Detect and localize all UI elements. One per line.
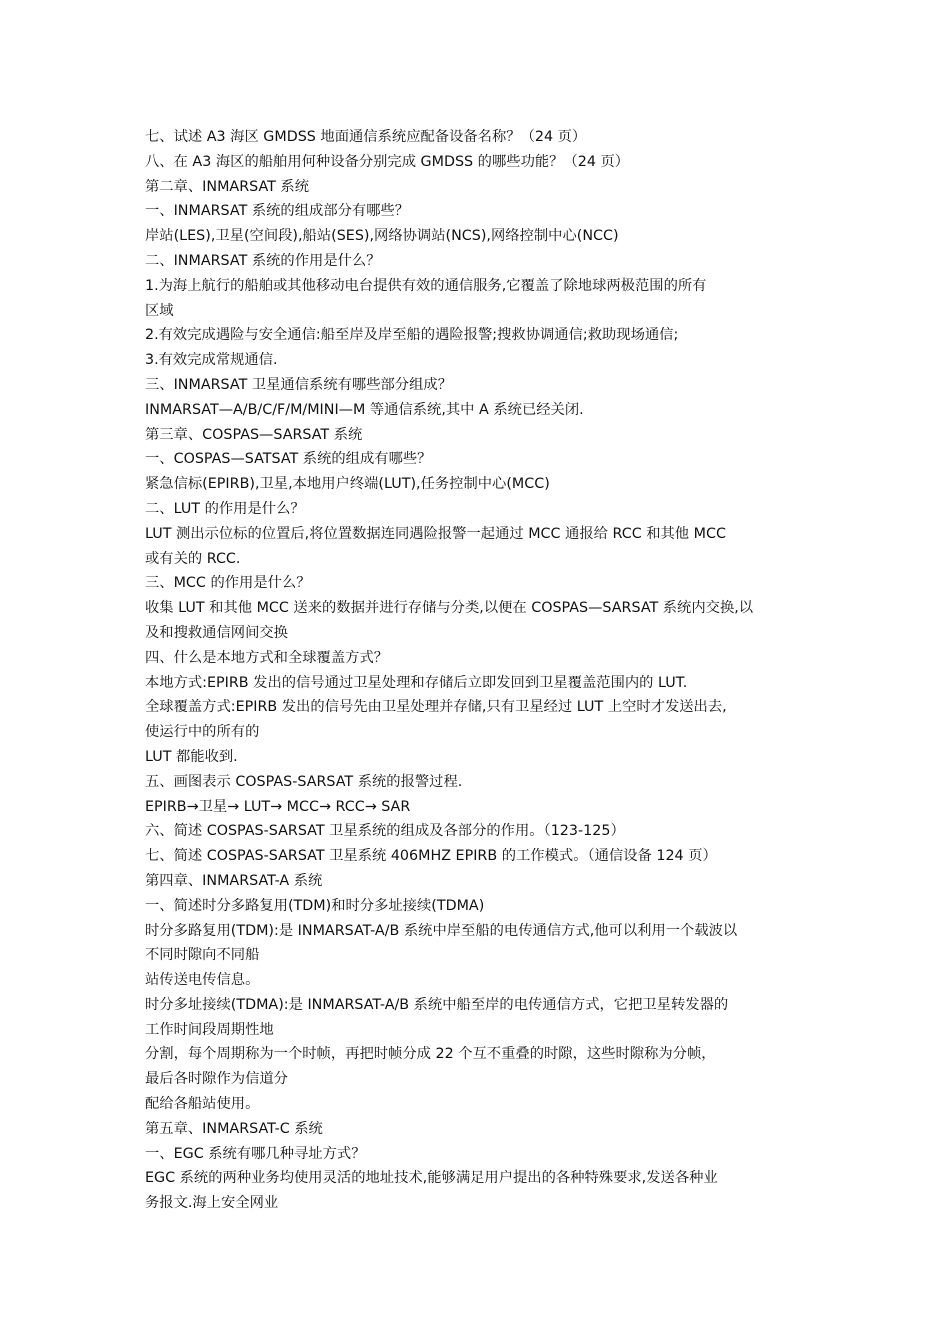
question-line: 四、什么是本地方式和全球覆盖方式？ bbox=[145, 649, 389, 666]
question-line: 一、COSPAS—SATSAT 系统的组成有哪些？ bbox=[145, 451, 432, 468]
chapter-heading: 第二章、INMARSAT 系统 bbox=[145, 178, 310, 195]
question-line: 一、INMARSAT 系统的组成部分有哪些？ bbox=[145, 203, 410, 220]
question-line: 六、简述 COSPAS-SARSAT 卫星系统的组成及各部分的作用。（123-125） bbox=[145, 823, 625, 840]
answer-line: 不同时隙向不同船 bbox=[145, 947, 260, 964]
answer-line: 使运行中的所有的 bbox=[145, 724, 260, 741]
question-line: 七、简述 COSPAS-SARSAT 卫星系统 406MHZ EPIRB 的工作模式。（通信设备 124 页） bbox=[145, 848, 717, 865]
answer-line: 或有关的 RCC. bbox=[145, 550, 241, 567]
question-line: 二、INMARSAT 系统的作用是什么？ bbox=[145, 252, 381, 269]
answer-line: LUT 都能收到. bbox=[145, 748, 238, 765]
question-line: 一、EGC 系统有哪几种寻址方式？ bbox=[145, 1145, 366, 1162]
answer-line: 分割，每个周期称为一个时帧，再把时帧分成 22 个互不重叠的时隙，这些时隙称为分帧， bbox=[145, 1046, 716, 1063]
answer-line: 站传送电传信息。 bbox=[145, 972, 260, 989]
answer-line: 3.有效完成常规通信. bbox=[145, 352, 278, 369]
answer-line: 工作时间段周期性地 bbox=[145, 1021, 274, 1038]
answer-line: 时分多址接续(TDMA):是 INMARSAT-A/B 系统中船至岸的电传通信方式，它把卫星转发器的 bbox=[145, 996, 729, 1013]
answer-line: 本地方式:EPIRB 发出的信号通过卫星处理和存储后立即发回到卫星覆盖范围内的 LUT. bbox=[145, 674, 688, 691]
answer-line: 配给各船站使用。 bbox=[145, 1096, 260, 1113]
answer-line: EPIRB→卫星→ LUT→ MCC→ RCC→ SAR bbox=[145, 798, 411, 815]
answer-line: LUT 测出示位标的位置后,将位置数据连同遇险报警一起通过 MCC 通报给 RCC 和其他 MCC bbox=[145, 525, 726, 542]
answer-line: 时分多路复用(TDM):是 INMARSAT-A/B 系统中岸至船的电传通信方式,他可以利用一个载波以 bbox=[145, 922, 738, 939]
answer-line: 紧急信标(EPIRB),卫星,本地用户终端(LUT),任务控制中心(MCC) bbox=[145, 476, 550, 493]
document-body bbox=[145, 125, 810, 1216]
answer-line: INMARSAT—A/B/C/F/M/MINI—M 等通信系统,其中 A 系统已经关闭. bbox=[145, 401, 584, 418]
answer-line: 岸站(LES),卫星(空间段),船站(SES),网络协调站(NCS),网络控制中心(NCC) bbox=[145, 228, 619, 245]
chapter-heading: 第三章、COSPAS—SARSAT 系统 bbox=[145, 426, 363, 443]
answer-line: 区域 bbox=[145, 302, 174, 319]
answer-line: 2.有效完成遇险与安全通信:船至岸及岸至船的遇险报警;搜救协调通信;救助现场通信; bbox=[145, 327, 679, 344]
chapter-heading: 第五章、INMARSAT-C 系统 bbox=[145, 1120, 323, 1137]
text-line: 八、在 A3 海区的船舶用何种设备分别完成 GMDSS 的哪些功能？（24 页） bbox=[145, 153, 630, 170]
question-line: 一、简述时分多路复用(TDM)和时分多址接续(TDMA) bbox=[145, 897, 485, 914]
answer-line: 收集 LUT 和其他 MCC 送来的数据并进行存储与分类,以便在 COSPAS—SARSAT 系统内交换,以 bbox=[145, 600, 754, 617]
answer-line: 及和搜救通信网间交换 bbox=[145, 624, 288, 641]
question-line: 五、画图表示 COSPAS-SARSAT 系统的报警过程. bbox=[145, 773, 463, 790]
answer-line: 务报文.海上安全网业 bbox=[145, 1195, 279, 1212]
answer-line: EGC 系统的两种业务均使用灵活的地址技术,能够满足用户提出的各种特殊要求,发送各种业 bbox=[145, 1170, 718, 1187]
answer-line: 全球覆盖方式:EPIRB 发出的信号先由卫星处理并存储,只有卫星经过 LUT 上空时才发送出去, bbox=[145, 699, 727, 716]
answer-line: 1.为海上航行的船舶或其他移动电台提供有效的通信服务,它覆盖了除地球两极范围的所有 bbox=[145, 277, 707, 294]
answer-line: 最后各时隙作为信道分 bbox=[145, 1071, 288, 1088]
text-line: 七、试述 A3 海区 GMDSS 地面通信系统应配备设备名称？（24 页） bbox=[145, 129, 587, 145]
chapter-heading: 第四章、INMARSAT-A 系统 bbox=[145, 872, 323, 889]
question-line: 二、LUT 的作用是什么？ bbox=[145, 500, 305, 517]
question-line: 三、INMARSAT 卫星通信系统有哪些部分组成？ bbox=[145, 376, 452, 393]
question-line: 三、MCC 的作用是什么？ bbox=[145, 575, 311, 592]
